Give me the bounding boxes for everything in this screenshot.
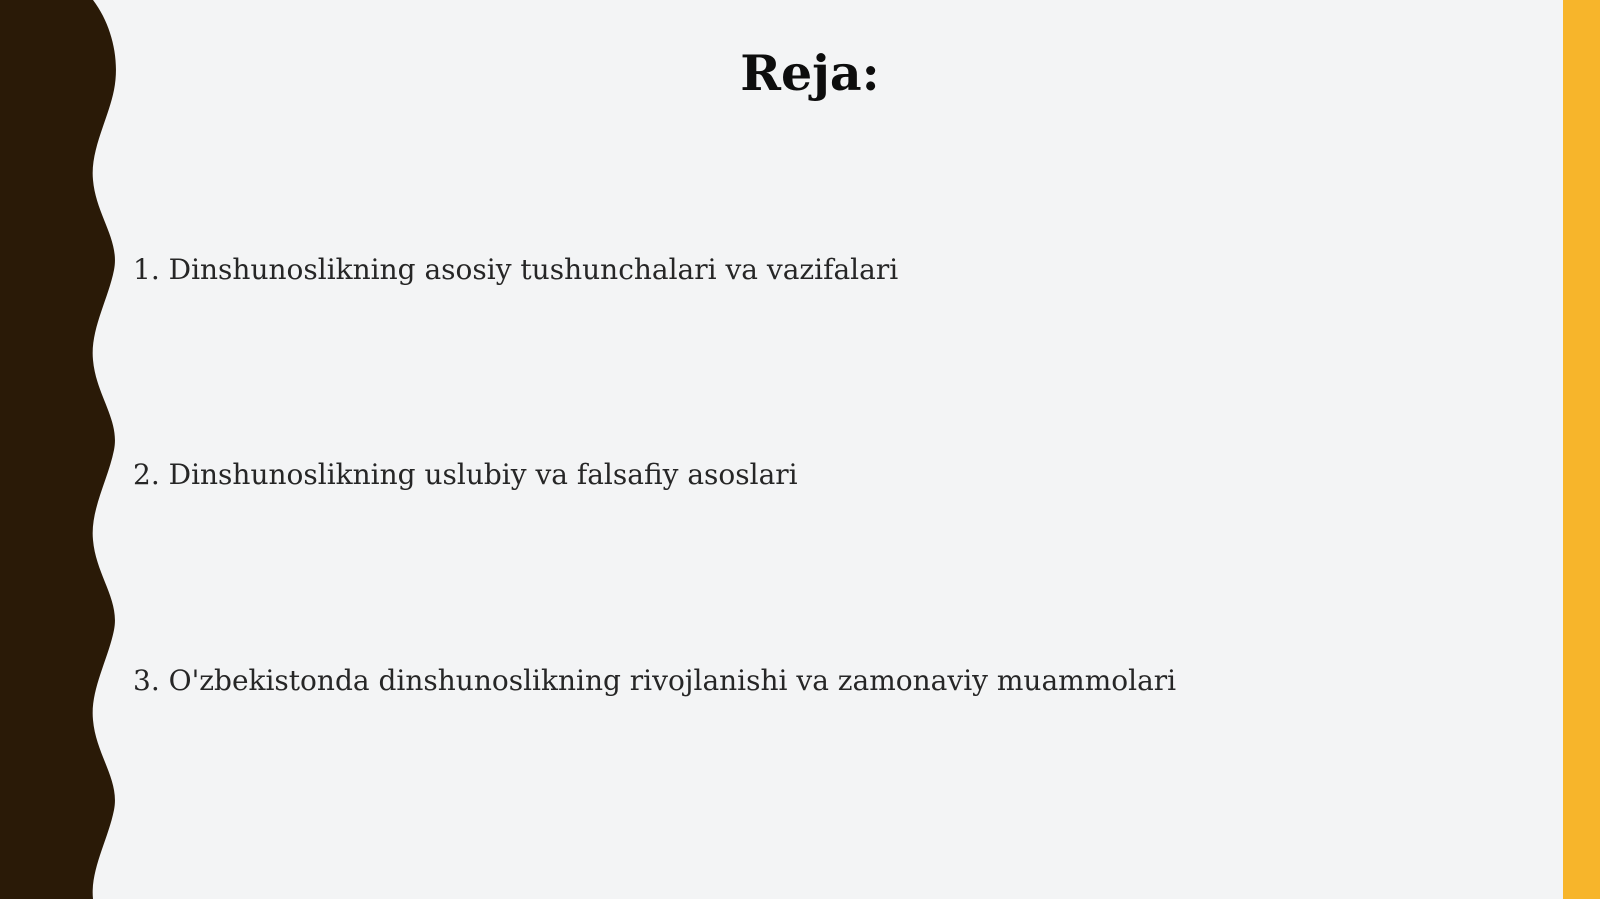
- agenda-item-2: 2. Dinshunoslikning uslubiy va falsafiy asoslari: [133, 458, 798, 491]
- slide-title: Reja:: [740, 44, 880, 102]
- wavy-band-shape: [0, 0, 116, 899]
- agenda-item-1: 1. Dinshunoslikning asosiy tushunchalari va vazifalari: [133, 253, 899, 286]
- agenda-item-3: 3. O'zbekistonda dinshunoslikning rivojlanishi va zamonaviy muammolari: [133, 664, 1177, 697]
- right-accent-band: [1563, 0, 1600, 899]
- left-wavy-band: [0, 0, 130, 899]
